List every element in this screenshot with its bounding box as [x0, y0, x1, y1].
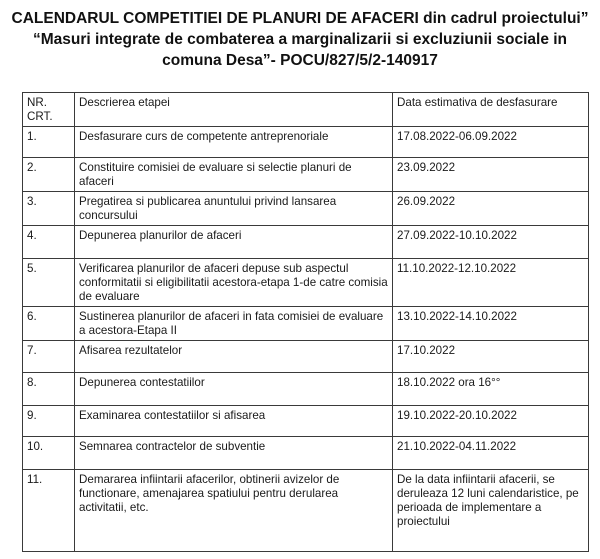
row-nr: 10.	[23, 437, 75, 470]
table-header-row	[23, 93, 589, 127]
row-nr: 7.	[23, 341, 75, 373]
row-description: Semnarea contractelor de subventie	[75, 437, 393, 470]
row-description: Depunerea planurilor de afaceri	[75, 226, 393, 259]
row-nr: 5.	[23, 259, 75, 307]
table-row	[23, 437, 589, 470]
competition-schedule-table	[22, 92, 589, 552]
row-description: Afisarea rezultatelor	[75, 341, 393, 373]
table-row	[23, 158, 589, 192]
row-description: Desfasurare curs de competente antreprenoriale	[75, 127, 393, 158]
row-description: Examinarea contestatiilor si afisarea	[75, 406, 393, 437]
row-description: Sustinerea planurilor de afaceri in fata comisiei de evaluare a acestora-Etapa II	[75, 307, 393, 341]
row-nr: 1.	[23, 127, 75, 158]
title-line-1: CALENDARUL COMPETITIEI DE PLANURI DE AFACERI din cadrul proiectului”	[11, 10, 589, 27]
table-row	[23, 341, 589, 373]
row-date: 17.10.2022	[393, 341, 589, 373]
document-title	[0, 8, 600, 71]
row-nr: 6.	[23, 307, 75, 341]
row-nr: 2.	[23, 158, 75, 192]
row-nr: 4.	[23, 226, 75, 259]
row-date: 21.10.2022-04.11.2022	[393, 437, 589, 470]
title-line-2: “Masuri integrate de combaterea a marginalizarii si excluziunii sociale in	[32, 31, 568, 48]
table-row	[23, 307, 589, 341]
table-row	[23, 259, 589, 307]
table-row	[23, 192, 589, 226]
row-description: Demararea infiintarii afacerilor, obtinerii avizelor de functionare, amenajarea spatiului pentru derularea activitatii, etc.	[75, 470, 393, 552]
header-date: Data estimativa de desfasurare	[393, 93, 589, 127]
table-row	[23, 373, 589, 406]
table-row	[23, 127, 589, 158]
row-description: Verificarea planurilor de afaceri depuse sub aspectul conformitatii si eligibilitatii acestora-etapa 1-de catre comisia de evaluare	[75, 259, 393, 307]
row-date: 27.09.2022-10.10.2022	[393, 226, 589, 259]
row-date: 17.08.2022-06.09.2022	[393, 127, 589, 158]
table-row	[23, 406, 589, 437]
header-nr: NR. CRT.	[23, 93, 75, 127]
row-description: Pregatirea si publicarea anuntului privind lansarea concursului	[75, 192, 393, 226]
row-date: 18.10.2022 ora 16°°	[393, 373, 589, 406]
row-description: Depunerea contestatiilor	[75, 373, 393, 406]
row-date: De la data infiintarii afacerii, se deruleaza 12 luni calendaristice, pe perioada de implementare a proiectului	[393, 470, 589, 552]
header-description: Descrierea etapei	[75, 93, 393, 127]
row-nr: 3.	[23, 192, 75, 226]
table-row	[23, 226, 589, 259]
row-date: 13.10.2022-14.10.2022	[393, 307, 589, 341]
row-nr: 8.	[23, 373, 75, 406]
row-nr: 11.	[23, 470, 75, 552]
row-date: 11.10.2022-12.10.2022	[393, 259, 589, 307]
row-nr: 9.	[23, 406, 75, 437]
row-date: 23.09.2022	[393, 158, 589, 192]
row-date: 26.09.2022	[393, 192, 589, 226]
row-description: Constituire comisiei de evaluare si selectie planuri de afaceri	[75, 158, 393, 192]
table-row	[23, 470, 589, 552]
title-line-3: comuna Desa”- POCU/827/5/2-140917	[162, 52, 438, 69]
row-date: 19.10.2022-20.10.2022	[393, 406, 589, 437]
